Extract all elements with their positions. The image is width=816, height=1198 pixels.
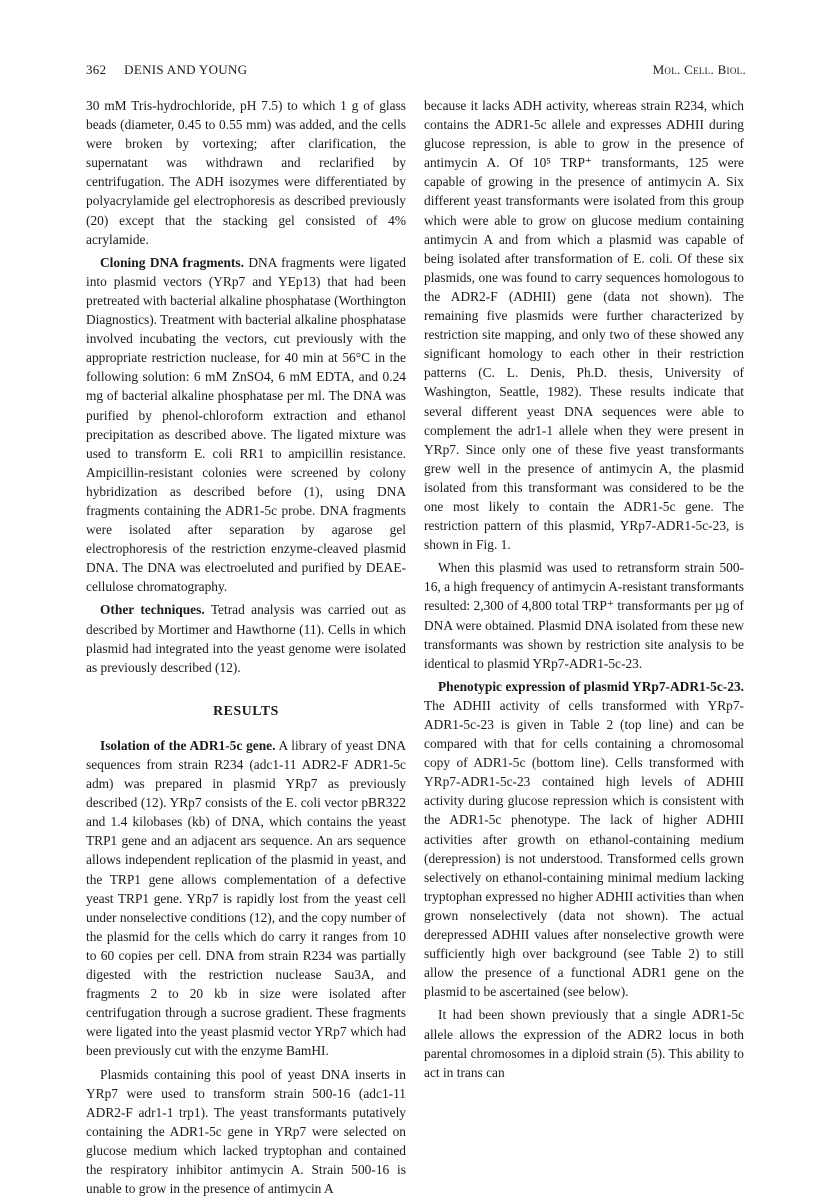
isolation-run-in-heading: Isolation of the ADR1-5c gene. xyxy=(100,738,275,753)
other-techniques-run-in-heading: Other techniques. xyxy=(100,602,205,617)
other-techniques-body: Tetrad analysis was carried out as described by Mortimer and Hawthorne (11). Cells in which plasmid had integrated into the yeast genome were isolated as previously described (12). xyxy=(86,602,406,674)
plasmids-paragraph: Plasmids containing this pool of yeast DNA inserts in YRp7 were used to transform strain 500-16 (adc1-11 ADR2-F adr1-1 trp1). The yeast transformants putatively containing the ADR1-5c gene in YRp7 were selected on glucose medium which lacked tryptophan and contained the respiratory inhibitor antimycin A. Strain 500-16 is unable to grow in the presence of antimycin A xyxy=(86,1065,406,1198)
phenotypic-run-in-heading: Phenotypic expression of plasmid YRp7-ADR1-5c-23. xyxy=(438,679,744,694)
right-column xyxy=(424,96,744,1082)
isolation-paragraph xyxy=(86,736,406,1061)
isolation-body: A library of yeast DNA sequences from strain R234 (adc1-11 ADR2-F ADR1-5c adm) was prepared in plasmid YRp7 as previously described (12). YRp7 consists of the E. coli vector pBR322 and 1.4 kilobases (kb) of DNA, which contains the yeast TRP1 gene and an adjacent ars sequence. An ars sequence allows independent replication of the plasmid in yeast, and the TRP1 gene allows complementation of a defective yeast TRP1 gene. YRp7 is rapidly lost from the yeast cell under nonselective conditions (12), and the copy number of the plasmid for the cells which do carry it ranges from 10 to 60 copies per cell. DNA from strain R234 was partially digested with the restriction nuclease Sau3A, and fragments 2 to 20 kb in size were isolated after centrifugation through a sucrose gradient. These fragments were ligated into the yeast plasmid vector YRp7 which had been previously cut with the enzyme BamHI. xyxy=(86,738,406,1059)
other-techniques-paragraph xyxy=(86,600,406,676)
cloning-run-in-heading: Cloning DNA fragments. xyxy=(100,255,244,270)
results-heading: RESULTS xyxy=(86,701,406,720)
phenotypic-body: The ADHII activity of cells transformed with YRp7-ADR1-5c-23 is given in Table 2 (top line) and can be compared with that for cells containing a chromosomal copy of ADR1-5c (bottom line). Cells transformed with YRp7-ADR1-5c-23 contained high levels of ADHII activity during glucose repression which is consistent with the ADR1-5c phenotype. The lack of higher ADHII activities after growth on ethanol-containing medium (derepression) is not understood. Transformed cells grown selectively on ethanol-containing minimal medium lacking tryptophan expressed no higher ADHII activities than when grown nonselectively (data not shown). The actual derepressed ADHII values after nonselective growth were sufficiently high over background (see Table 2) to still allow the presence of a functional ADR1 gene on the plasmid to be ascertained (see below). xyxy=(424,698,744,999)
page-number: 362 xyxy=(86,62,106,77)
journal-abbrev: Mol. Cell. Biol. xyxy=(653,62,746,78)
cloning-body: DNA fragments were ligated into plasmid vectors (YRp7 and YEp13) that had been pretreated with bacterial alkaline phosphatase (Worthington Diagnostics). Treatment with bacterial alkaline phosphatase involved incubating the vectors, cut previously with the appropriate restriction nuclease, for 40 min at 56°C in the following solution: 6 mM ZnSO4, 6 mM EDTA, and 0.24 mg of bacterial alkaline phosphatase per ml. The DNA was purified by phenol-chloroform extraction and ethanol precipitation as described above. The ligated mixture was used to transform E. coli RR1 to ampicillin resistance. Ampicillin-resistant colonies were screened by colony hybridization as described before (1), using DNA fragments containing the ADR1-5c probe. DNA fragments were isolated after separation by agarose gel electrophoresis of the restriction enzyme-cleaved plasmid DNA. The DNA was electroeluted and purified by DEAE-cellulose chromatography. xyxy=(86,255,406,595)
trans-paragraph: It had been shown previously that a single ADR1-5c allele allows the expression of the ADR2 locus in both parental chromosomes in a diploid strain (5). This ability to act in trans can xyxy=(424,1005,744,1081)
running-authors: DENIS AND YOUNG xyxy=(124,62,247,77)
left-column xyxy=(86,96,406,1198)
running-header-left xyxy=(86,62,247,78)
methods-paragraph-continued: 30 mM Tris-hydrochloride, pH 7.5) to which 1 g of glass beads (diameter, 0.45 to 0.55 mm) was added, and the cells were broken by vortexing; after clarification, the supernatant was withdrawn and reclarified by centrifugation. The ADH isozymes were differentiated by polyacrylamide gel electrophoresis as described previously (20) except that the stacking gel consisted of 4% acrylamide. xyxy=(86,96,406,249)
cloning-paragraph xyxy=(86,253,406,597)
phenotypic-paragraph xyxy=(424,677,744,1002)
retransform-paragraph: When this plasmid was used to retransform strain 500-16, a high frequency of antimycin A-resistant transformants resulted: 2,300 of 4,800 total TRP⁺ transformants per µg of DNA were obtained. Plasmid DNA isolated from these new transformants was shown by restriction site analysis to be identical to plasmid YRp7-ADR1-5c-23. xyxy=(424,558,744,673)
antimycin-paragraph: because it lacks ADH activity, whereas strain R234, which contains the ADR1-5c allele and expresses ADHII during glucose repression, is able to grow in the presence of antimycin A. Of 10⁵ TRP⁺ transformants, 125 were capable of growing in the presence of antimycin A. Six different yeast transformants were isolated from this group which were able to grow on glucose medium containing antimycin A and from which a plasmid was capable of being isolated after transformation of E. coli. Of these six plasmids, one was found to carry sequences homologous to the ADR2-F (ADHII) gene (data not shown). The remaining five plasmids were further characterized by restriction site mapping, and only two of these showed any significant homology to each other in their restriction patterns (C. L. Denis, Ph.D. thesis, University of Washington, Seattle, 1982). These results indicate that several different yeast DNA sequences were able to complement the adr1-1 allele when they were present in YRp7. Since only one of these five yeast transformants grew well in the presence of antimycin A, the plasmid isolated from this transformant was considered to be the one most likely to contain the ADR1-5c gene. The restriction pattern of this plasmid, YRp7-ADR1-5c-23, is shown in Fig. 1. xyxy=(424,96,744,554)
